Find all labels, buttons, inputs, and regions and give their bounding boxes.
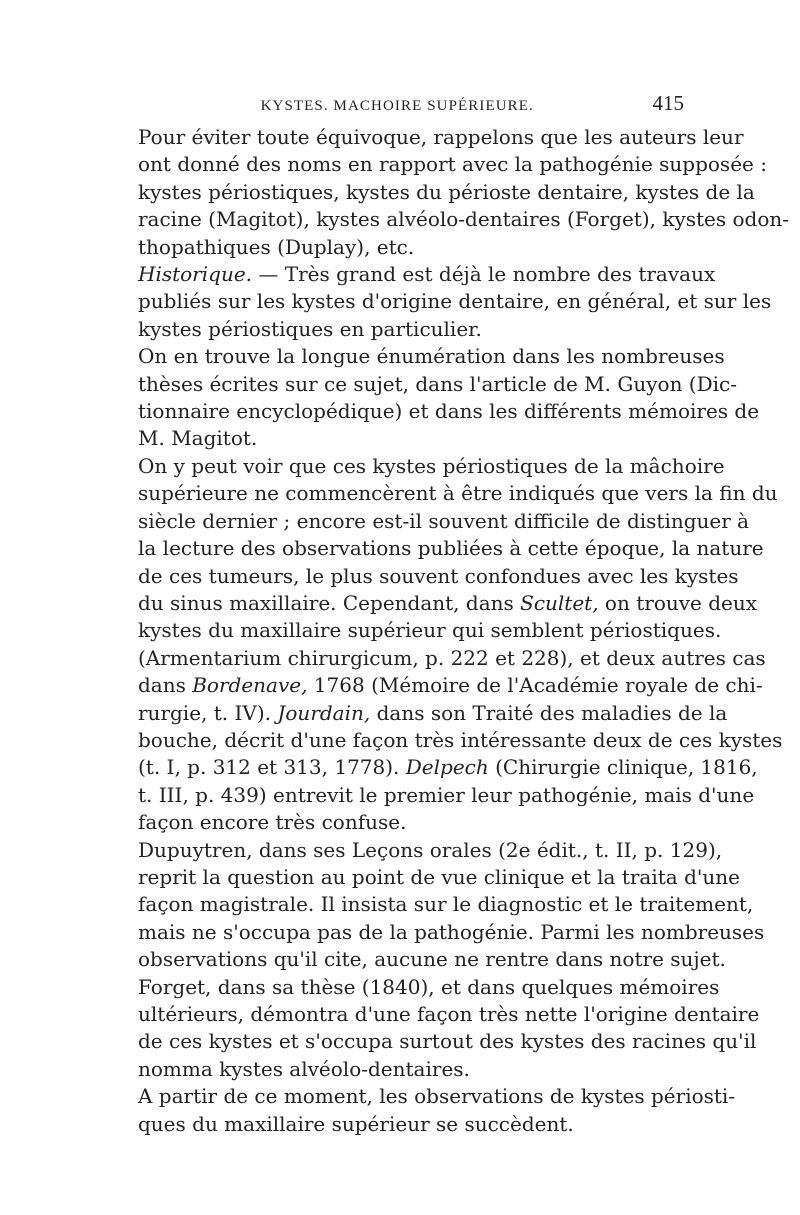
body-text: [118, 124, 790, 1138]
text-line: t. III, p. 439) entrevit le premier leur pathogénie, mais d'une: [138, 782, 755, 807]
text-line: kystes périostiques, kystes du périoste dentaire, kystes de la: [138, 179, 755, 204]
text-line: supérieure ne commencèrent à être indiqués que vers la fin du: [138, 481, 778, 506]
text-line: (Armentarium chirurgicum, p. 222 et 228), et deux autres cas: [138, 645, 766, 670]
text-fragment: dans: [138, 673, 193, 698]
author-name: Delpech: [405, 755, 489, 780]
text-line: kystes du maxillaire supérieur qui semblent périostiques.: [138, 618, 722, 643]
paragraph-historique: [118, 261, 772, 343]
text-fragment: dans son Traité des maladies de la: [370, 700, 728, 725]
text-line: [118, 672, 763, 699]
text-fragment: — Très grand est déjà le nombre des travaux: [252, 262, 716, 287]
text-line: [118, 261, 716, 288]
text-line: M. Magitot.: [138, 426, 258, 451]
text-line: bouche, décrit d'une façon très intéressante deux de ces kystes: [138, 727, 783, 752]
author-name: Scultet,: [520, 590, 599, 615]
text-fragment: rurgie, t. IV).: [138, 700, 278, 725]
text-line: [118, 754, 758, 781]
paragraph-dupuytren: [118, 837, 765, 974]
text-line: Dupuytren, dans ses Leçons orales (2e édit., t. II, p. 129),: [138, 837, 723, 862]
text-line: [118, 590, 758, 617]
running-title: KYSTES. MACHOIRE SUPÉRIEURE.: [260, 98, 534, 114]
paragraph-enumeration: [118, 343, 760, 453]
text-line: mais ne s'occupa pas de la pathogénie. Parmi les nombreuses: [138, 919, 765, 944]
text-line: nomma kystes alvéolo-dentaires.: [138, 1056, 470, 1081]
text-line: thopathiques (Duplay), etc.: [138, 234, 415, 259]
italic-lead: Historique.: [138, 262, 253, 287]
text-fragment: 1768 (Mémoire de l'Académie royale de chi-: [307, 673, 763, 698]
text-line: On y peut voir que ces kystes périostiques de la mâchoire: [138, 453, 725, 478]
text-line: A partir de ce moment, les observations de kystes périosti-: [138, 1084, 736, 1109]
text-line: racine (Magitot), kystes alvéolo-dentaires (Forget), kystes odon-: [138, 207, 790, 232]
page-header: [118, 91, 684, 116]
text-line: Forget, dans sa thèse (1840), et dans quelques mémoires: [138, 974, 720, 999]
text-line: Pour éviter toute équivoque, rappelons que les auteurs leur: [138, 125, 744, 149]
text-line: publiés sur les kystes d'origine dentaire, en général, et sur les: [138, 289, 772, 314]
text-fragment: du sinus maxillaire. Cependant, dans: [138, 590, 521, 615]
paragraph-history-detail: [118, 453, 783, 837]
text-line: de ces kystes et s'occupa surtout des kystes des racines qu'il: [138, 1029, 757, 1054]
author-name: Jourdain,: [277, 700, 371, 725]
text-line: ont donné des noms en rapport avec la pathogénie supposée :: [138, 152, 767, 177]
text-line: façon encore très confuse.: [138, 810, 407, 835]
text-line: thèses écrites sur ce sujet, dans l'article de M. Guyon (Dic-: [138, 371, 738, 396]
page-number: 415: [652, 91, 684, 115]
text-line: tionnaire encyclopédique) et dans les différents mémoires de: [138, 399, 760, 424]
text-fragment: (Chirurgie clinique, 1816,: [488, 755, 758, 780]
text-line: siècle dernier ; encore est-il souvent difficile de distinguer à: [138, 508, 750, 533]
text-line: la lecture des observations publiées à cette époque, la nature: [138, 536, 764, 561]
text-line: façon magistrale. Il insista sur le diagnostic et le traitement,: [138, 892, 754, 917]
text-line: On en trouve la longue énumération dans les nombreuses: [138, 344, 725, 369]
text-fragment: on trouve deux: [598, 590, 758, 615]
text-line: reprit la question au point de vue clinique et la traita d'une: [138, 864, 740, 889]
author-name: Bordenave,: [192, 673, 308, 698]
text-fragment: (t. I, p. 312 et 313, 1778).: [138, 755, 406, 780]
paragraph-forget: [118, 974, 760, 1084]
paragraph-conclusion: [118, 1083, 736, 1138]
text-line: de ces tumeurs, le plus souvent confondues avec les kystes: [138, 563, 739, 588]
text-line: [118, 700, 728, 727]
text-line: ques du maxillaire supérieur se succèdent.: [138, 1111, 574, 1136]
text-line: observations qu'il cite, aucune ne rentre dans notre sujet.: [138, 947, 726, 972]
text-line: kystes périostiques en particulier.: [138, 316, 482, 341]
paragraph-terminology: [118, 124, 790, 261]
text-line: ultérieurs, démontra d'une façon très nette l'origine dentaire: [138, 1002, 760, 1026]
